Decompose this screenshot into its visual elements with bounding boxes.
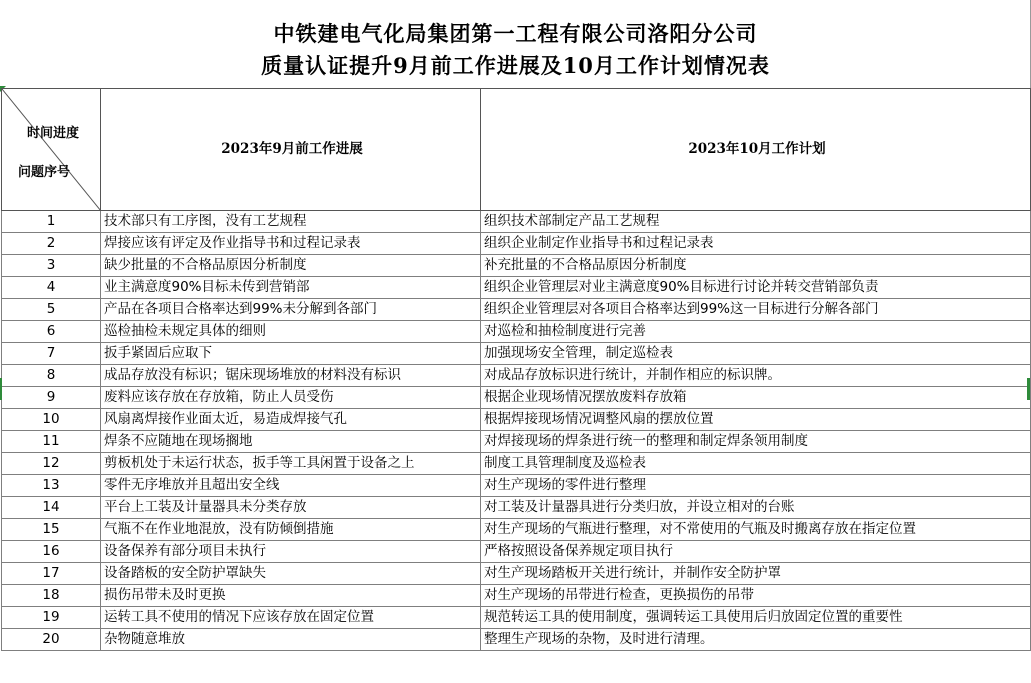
progress-cell[interactable]: 风扇离焊接作业面太近，易造成焊接气孔 (101, 409, 481, 431)
progress-cell[interactable]: 设备保养有部分项目未执行 (101, 541, 481, 563)
issue-number-cell[interactable]: 3 (2, 255, 101, 277)
table-row (2, 233, 1031, 255)
progress-cell[interactable]: 缺少批量的不合格品原因分析制度 (101, 255, 481, 277)
plan-cell[interactable]: 补充批量的不合格品原因分析制度 (481, 255, 1031, 277)
header-time-progress: 时间进度 (27, 126, 80, 141)
progress-cell[interactable]: 技术部只有工序图，没有工艺规程 (101, 211, 481, 233)
plan-cell[interactable]: 组织企业管理层对各项目合格率达到99%这一目标进行分解各部门 (481, 299, 1031, 321)
progress-cell[interactable]: 废料应该存放在存放箱，防止人员受伤 (101, 387, 481, 409)
plan-cell[interactable]: 对工装及计量器具进行分类归放，并设立相对的台账 (481, 497, 1031, 519)
progress-cell[interactable]: 成品存放没有标识；锯床现场堆放的材料没有标识 (101, 365, 481, 387)
table-row (2, 211, 1031, 233)
table-row (2, 343, 1031, 365)
plan-cell[interactable]: 组织技术部制定产品工艺规程 (481, 211, 1031, 233)
issue-number-cell[interactable]: 6 (2, 321, 101, 343)
progress-cell[interactable]: 产品在各项目合格率达到99%未分解到各部门 (101, 299, 481, 321)
issue-number-cell[interactable]: 13 (2, 475, 101, 497)
issue-number-cell[interactable]: 9 (2, 387, 101, 409)
issue-number-cell[interactable]: 14 (2, 497, 101, 519)
plan-cell[interactable]: 对生产现场的吊带进行检查，更换损伤的吊带 (481, 585, 1031, 607)
diagonal-header-cell[interactable] (2, 89, 101, 211)
plan-cell[interactable]: 规范转运工具的使用制度，强调转运工具使用后归放固定位置的重要性 (481, 607, 1031, 629)
issue-number-cell[interactable]: 15 (2, 519, 101, 541)
issue-number-cell[interactable]: 10 (2, 409, 101, 431)
header-plan-cell[interactable] (481, 89, 1031, 211)
table-row (2, 607, 1031, 629)
progress-cell[interactable]: 设备踏板的安全防护罩缺失 (101, 563, 481, 585)
issue-number-cell[interactable]: 1 (2, 211, 101, 233)
header-issue-number: 问题序号 (18, 165, 71, 180)
plan-cell[interactable]: 根据焊接现场情况调整风扇的摆放位置 (481, 409, 1031, 431)
table-row (2, 519, 1031, 541)
table-row (2, 453, 1031, 475)
plan-cell[interactable]: 对成品存放标识进行统计，并制作相应的标识牌。 (481, 365, 1031, 387)
issue-number-cell[interactable]: 11 (2, 431, 101, 453)
table-row (2, 629, 1031, 651)
issue-number-cell[interactable]: 16 (2, 541, 101, 563)
plan-cell[interactable]: 组织企业管理层对业主满意度90%目标进行讨论并转交营销部负责 (481, 277, 1031, 299)
issue-number-cell[interactable]: 20 (2, 629, 101, 651)
header-plan-label: 2023年10月工作计划 (688, 141, 826, 157)
progress-cell[interactable]: 损伤吊带未及时更换 (101, 585, 481, 607)
row-selection-left-indicator (0, 378, 2, 400)
progress-table (1, 88, 1031, 651)
table-row (2, 585, 1031, 607)
progress-cell[interactable]: 气瓶不在作业地混放，没有防倾倒措施 (101, 519, 481, 541)
table-row (2, 387, 1031, 409)
diagonal-line-icon (2, 89, 101, 211)
header-progress-label: 2023年9月前工作进展 (221, 141, 363, 157)
title-line-company: 中铁建电气化局集团第一工程有限公司洛阳分公司 (273, 21, 758, 46)
progress-cell[interactable]: 零件无序堆放并且超出安全线 (101, 475, 481, 497)
table-row (2, 277, 1031, 299)
table-row (2, 255, 1031, 277)
issue-number-cell[interactable]: 19 (2, 607, 101, 629)
table-row (2, 475, 1031, 497)
issue-number-cell[interactable]: 8 (2, 365, 101, 387)
title-block (0, 0, 1031, 88)
plan-cell[interactable]: 对生产现场的零件进行整理 (481, 475, 1031, 497)
table-row (2, 431, 1031, 453)
table-row (2, 497, 1031, 519)
table-row (2, 365, 1031, 387)
table-header-row (2, 89, 1031, 211)
issue-number-cell[interactable]: 2 (2, 233, 101, 255)
progress-cell[interactable]: 焊条不应随地在现场搁地 (101, 431, 481, 453)
plan-cell[interactable]: 对巡检和抽检制度进行完善 (481, 321, 1031, 343)
table-row (2, 563, 1031, 585)
issue-number-cell[interactable]: 7 (2, 343, 101, 365)
plan-cell[interactable]: 对生产现场踏板开关进行统计，并制作安全防护罩 (481, 563, 1031, 585)
table-row (2, 321, 1031, 343)
header-progress-cell[interactable] (101, 89, 481, 211)
progress-cell[interactable]: 业主满意度90%目标未传到营销部 (101, 277, 481, 299)
plan-cell[interactable]: 对生产现场的气瓶进行整理，对不常使用的气瓶及时搬离存放在指定位置 (481, 519, 1031, 541)
issue-number-cell[interactable]: 17 (2, 563, 101, 585)
progress-cell[interactable]: 焊接应该有评定及作业指导书和过程记录表 (101, 233, 481, 255)
plan-cell[interactable]: 对焊接现场的焊条进行统一的整理和制定焊条领用制度 (481, 431, 1031, 453)
table-row (2, 541, 1031, 563)
issue-number-cell[interactable]: 18 (2, 585, 101, 607)
table-row (2, 409, 1031, 431)
plan-cell[interactable]: 加强现场安全管理，制定巡检表 (481, 343, 1031, 365)
issue-number-cell[interactable]: 5 (2, 299, 101, 321)
plan-cell[interactable]: 组织企业制定作业指导书和过程记录表 (481, 233, 1031, 255)
plan-cell[interactable]: 根据企业现场情况摆放废料存放箱 (481, 387, 1031, 409)
row-selection-right-indicator (1027, 378, 1030, 400)
issue-number-cell[interactable]: 12 (2, 453, 101, 475)
progress-cell[interactable]: 杂物随意堆放 (101, 629, 481, 651)
progress-cell[interactable]: 运转工具不使用的情况下应该存放在固定位置 (101, 607, 481, 629)
progress-cell[interactable]: 剪板机处于未运行状态，扳手等工具闲置于设备之上 (101, 453, 481, 475)
progress-cell[interactable]: 扳手紧固后应取下 (101, 343, 481, 365)
table-row (2, 299, 1031, 321)
progress-cell[interactable]: 平台上工装及计量器具未分类存放 (101, 497, 481, 519)
issue-number-cell[interactable]: 4 (2, 277, 101, 299)
title-line-report: 质量认证提升9月前工作进展及10月工作计划情况表 (261, 53, 770, 78)
plan-cell[interactable]: 制度工具管理制度及巡检表 (481, 453, 1031, 475)
plan-cell[interactable]: 严格按照设备保养规定项目执行 (481, 541, 1031, 563)
progress-cell[interactable]: 巡检抽检未规定具体的细则 (101, 321, 481, 343)
plan-cell[interactable]: 整理生产现场的杂物，及时进行清理。 (481, 629, 1031, 651)
